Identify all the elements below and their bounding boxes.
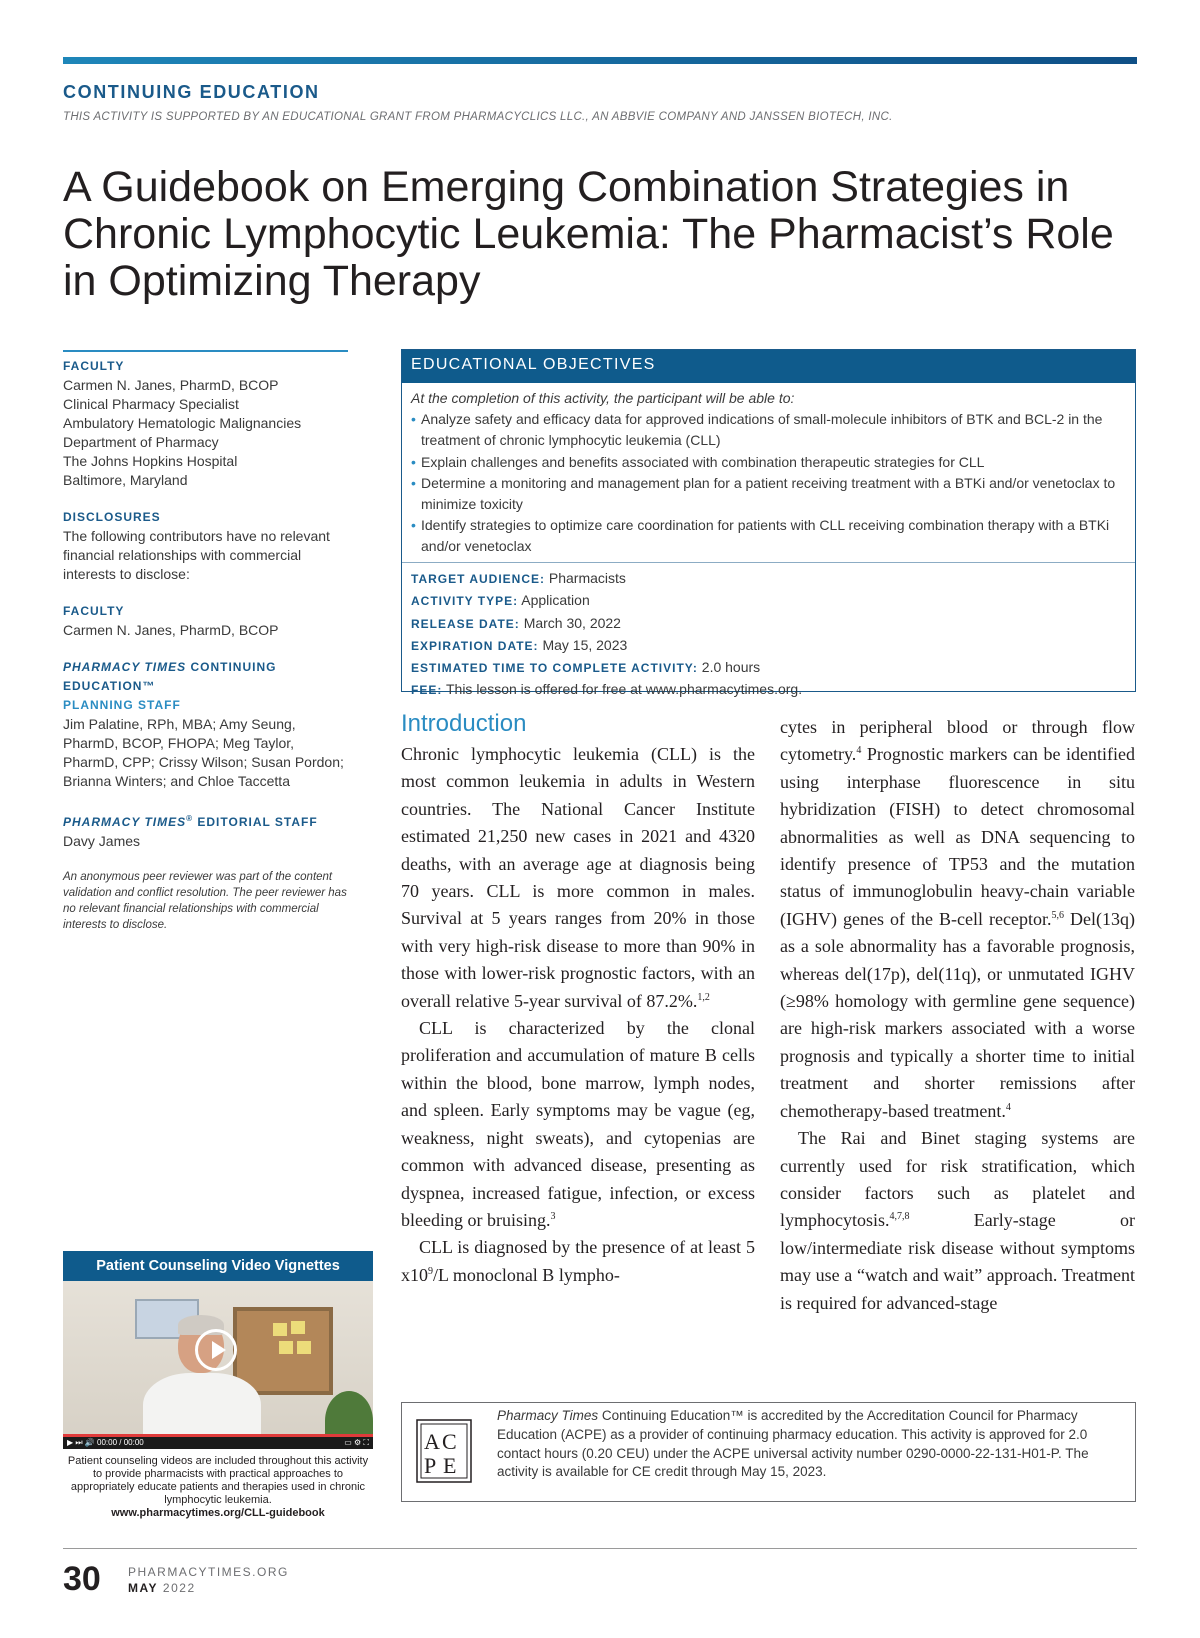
planning-text: Jim Palatine, RPh, MBA; Amy Seung, PharmD, BCOP, FHOPA; Meg Taylor, PharmD, CPP; Crissy Wilson; Susan Pordon; Brianna Winters; and Chloe Taccetta (63, 716, 344, 789)
objective-text: Identify strategies to optimize care coordination for patients with CLL receiving combination therapy with a BTKi and/or venetoclax (421, 517, 1110, 555)
acpe-accreditation-box (401, 1402, 1136, 1502)
editorial-heading-rest: EDITORIAL STAFF (193, 815, 318, 829)
faculty2-text: Carmen N. Janes, PharmD, BCOP (63, 622, 279, 638)
meta-row (411, 679, 1126, 701)
editorial-text: Davy James (63, 833, 141, 849)
paragraph (780, 1125, 1135, 1317)
paragraph-text: Del(13q) as a sole abnormality has a favorable prognosis, whereas del(17p), del(11q), or unmutated IGHV (≥98% homology with germline gene sequence) are high-risk markers associated with a worse prognosis and typically a shorter time to initial treatment and shorter remissions after chemotherapy-based treatment. (780, 908, 1135, 1121)
paragraph-text: Prognostic markers can be identified using interphase fluorescence in situ hybridization (FISH) to detect chromosomal abnormalities as well as DNA sequencing to identify presence of TP53 and the mutation status of immunoglobulin heavy-chain variable (IGHV) genes of the B-cell receptor. (780, 744, 1135, 929)
paragraph-text: Chronic lymphocytic leukemia (CLL) is the most common leukemia in adults in Western countries. The National Cancer Institute estimated 21,250 new cases in 2021 and 4320 deaths, with an average age at diagnosis being 70 years. CLL is more common in males. Survival at 5 years ranges from 20% in those with very high-risk disease to more than 90% in those with lower-risk prognostic factors, with an overall relative 5-year survival of 87.2%. (401, 744, 755, 1011)
faculty-line: Baltimore, Maryland (63, 472, 188, 488)
sticky-note (273, 1323, 287, 1336)
paragraph-text: /L monoclonal B lympho- (433, 1264, 620, 1285)
sidebar-rule (63, 350, 348, 352)
objective-text: Determine a monitoring and management plan for a patient receiving treatment with a BTKi and/or venetoclax to minimize toxicity (421, 474, 1116, 513)
faculty-line: Clinical Pharmacy Specialist (63, 396, 239, 412)
objective-text: Explain challenges and benefits associated with combination therapeutic strategies for CLL (421, 453, 985, 470)
article-column-2 (780, 714, 1135, 1317)
editorial-block (63, 809, 353, 851)
paragraph (401, 741, 755, 1015)
faculty-line: The Johns Hopkins Hospital (63, 453, 238, 469)
play-control-icon[interactable]: ▶ (67, 1438, 74, 1447)
top-accent-bar (63, 57, 1137, 64)
paragraph-text: Early-stage or low/intermediate risk disease without symptoms may use a “watch and wait” approach. Treatment is required for advanced-stage (780, 1210, 1135, 1313)
objective-item (411, 452, 1126, 473)
objective-item (411, 409, 1126, 451)
paragraph (401, 1015, 755, 1234)
faculty-line: Ambulatory Hematologic Malignancies (63, 415, 302, 431)
fullscreen-icon[interactable]: ⛶ (363, 1438, 369, 1447)
disclosures-text: The following contributors have no relevant financial relationships with commercial interests to disclose: (63, 528, 330, 582)
objective-item (411, 515, 1126, 557)
meta-row (411, 613, 1126, 635)
video-controls-left (67, 1438, 144, 1448)
video-heading: Patient Counseling Video Vignettes (63, 1251, 373, 1281)
page-number: 30 (63, 1560, 101, 1598)
meta-value: 2.0 hours (701, 658, 761, 675)
settings-icon[interactable]: ⚙ (353, 1438, 362, 1447)
meta-value: March 30, 2022 (523, 614, 621, 631)
svg-text:E: E (443, 1453, 457, 1478)
acpe-text: Continuing Education™ is accredited by the Accreditation Council for Pharmacy Education (ACPE) as a provider of continuing pharmacy education. This activity is approved for 2.0 contact hours (0.20 CEU) under the ACPE universal activity number 0290-0000-22-131-H01-P. The activity is available for CE credit through May 15, 2023. (497, 1408, 1089, 1480)
video-link[interactable]: www.pharmacytimes.org/CLL-guidebook (111, 1507, 325, 1519)
meta-value: Pharmacists (548, 570, 626, 587)
video-controls-right (344, 1438, 369, 1448)
introduction-heading: Introduction (401, 710, 527, 737)
faculty-block (63, 357, 353, 490)
educational-objectives-box (401, 349, 1136, 698)
svg-text:P: P (424, 1453, 437, 1478)
bullet-icon: • (411, 474, 416, 491)
planning-block (63, 658, 353, 791)
reference: 4 (856, 745, 862, 757)
sticky-note (297, 1341, 311, 1354)
meta-value: May 15, 2023 (542, 636, 628, 653)
footer-date (128, 1581, 196, 1595)
video-time: 00:00 / 00:00 (97, 1438, 144, 1447)
acpe-logo-icon (416, 1419, 472, 1483)
svg-text:A: A (424, 1429, 440, 1454)
footer-site: PHARMACYTIMES.ORG (128, 1565, 289, 1579)
registered-mark: ® (186, 814, 194, 823)
meta-row (411, 568, 1126, 590)
faculty-heading: FACULTY (63, 359, 125, 373)
footer-year: 2022 (162, 1581, 196, 1595)
editorial-heading (63, 809, 353, 832)
video-player[interactable] (63, 1281, 373, 1449)
patient-video-vignette (63, 1251, 373, 1520)
meta-label: ESTIMATED TIME TO COMPLETE ACTIVITY: (411, 660, 698, 675)
meta-row (411, 590, 1126, 612)
bullet-icon: • (411, 453, 416, 470)
meta-label: ACTIVITY TYPE: (411, 594, 519, 609)
objectives-heading: EDUCATIONAL OBJECTIVES (402, 350, 1135, 383)
reference: 4,7,8 (889, 1211, 910, 1223)
objectives-intro: At the completion of this activity, the participant will be able to: (411, 390, 795, 406)
meta-label: RELEASE DATE: (411, 616, 520, 631)
disclosures-block (63, 508, 353, 584)
sticky-note (279, 1341, 293, 1354)
video-caption (63, 1449, 373, 1520)
reference: 4 (1005, 1101, 1011, 1113)
meta-label: FEE: (411, 683, 443, 698)
paragraph-text: The Rai and Binet staging systems are currently used for risk stratification, which consider factors such as platelet and lymphocytosis. (780, 1128, 1135, 1231)
paragraph-text: cytes in peripheral blood or through flow cytometry. (780, 717, 1135, 765)
disclosures-heading: DISCLOSURES (63, 510, 161, 524)
footer-month: MAY (128, 1581, 159, 1595)
article-title: A Guidebook on Emerging Combination Strategies in Chronic Lymphocytic Leukemia: The Pharmacist’s Role in Optimizing Therapy (63, 163, 1114, 305)
video-controls (63, 1437, 373, 1449)
cork-board (233, 1307, 333, 1395)
faculty-line: Department of Pharmacy (63, 434, 219, 450)
sidebar (63, 357, 353, 933)
captions-icon[interactable]: ▭ (344, 1438, 352, 1447)
paragraph-text: CLL is characterized by the clonal proliferation and accumulation of mature B cells within the blood, bone marrow, lymph nodes, and spleen. Early symptoms may be vague (eg, weakness, night sweats), and cytopenias are common with advanced disease, presenting as dyspnea, increased fatigue, infection, or excess bleeding or bruising. (401, 1018, 755, 1230)
bullet-icon: • (411, 517, 416, 534)
paragraph (780, 714, 1135, 1125)
objective-text: Analyze safety and efficacy data for approved indications of small-molecule inhibitors of BTK and BCL-2 in the treatment of chronic lymphocytic leukemia (CLL) (421, 411, 1103, 449)
meta-row (411, 657, 1126, 679)
ptce-heading-italic: PHARMACY TIMES (63, 660, 187, 674)
editorial-heading-italic: PHARMACY TIMES (63, 815, 187, 829)
bullet-icon: • (411, 411, 416, 428)
faculty-line: Carmen N. Janes, PharmD, BCOP (63, 377, 279, 393)
reference: 5,6 (1051, 909, 1064, 921)
paragraph-text: CLL is diagnosed by the presence of at least 5 x10 (401, 1237, 755, 1285)
meta-label: EXPIRATION DATE: (411, 638, 539, 653)
video-caption-text: Patient counseling videos are included throughout this activity to provide pharmacists with practical approaches to appropriately educate patients and therapies used in chronic lymphocytic leukemia. (67, 1455, 369, 1506)
acpe-italic: Pharmacy Times (497, 1408, 599, 1423)
peer-review-note: An anonymous peer reviewer was part of the content validation and conflict resolution. The peer reviewer has no relevant financial relationships with commercial interests to disclose. (63, 871, 347, 931)
volume-icon[interactable]: 🔊 (84, 1438, 95, 1447)
meta-row (411, 635, 1126, 657)
ptce-heading-rest: CONTINUING EDUCATION™ (63, 660, 277, 693)
section-label: CONTINUING EDUCATION (63, 82, 320, 102)
objectives-divider (402, 562, 1135, 564)
objectives-body (402, 383, 1135, 562)
sticky-note (291, 1321, 305, 1334)
paragraph (401, 1234, 755, 1289)
article-column-1 (401, 741, 755, 1289)
reference: 3 (550, 1210, 556, 1222)
meta-value: Application (521, 592, 590, 609)
svg-text:C: C (442, 1429, 457, 1454)
objective-item (411, 473, 1126, 515)
faculty2-heading: FACULTY (63, 604, 125, 618)
ptce-heading (63, 658, 353, 696)
next-icon[interactable]: ⏭ (75, 1438, 83, 1447)
meta-value: This lesson is offered for free at www.pharmacytimes.org. (445, 681, 803, 698)
meta-label: TARGET AUDIENCE: (411, 572, 545, 587)
exponent: 9 (428, 1265, 433, 1277)
support-statement: THIS ACTIVITY IS SUPPORTED BY AN EDUCATIONAL GRANT FROM PHARMACYCLICS LLC., AN ABBVIE COMPANY AND JANSSEN BIOTECH, INC. (63, 111, 893, 123)
activity-meta (402, 563, 1135, 706)
reference: 1,2 (697, 991, 710, 1003)
objectives-list (411, 409, 1126, 557)
planning-heading: PLANNING STAFF (63, 698, 181, 712)
play-icon[interactable] (195, 1329, 237, 1371)
faculty2-block (63, 602, 353, 640)
footer-rule (63, 1548, 1137, 1549)
acpe-statement (497, 1407, 1117, 1482)
